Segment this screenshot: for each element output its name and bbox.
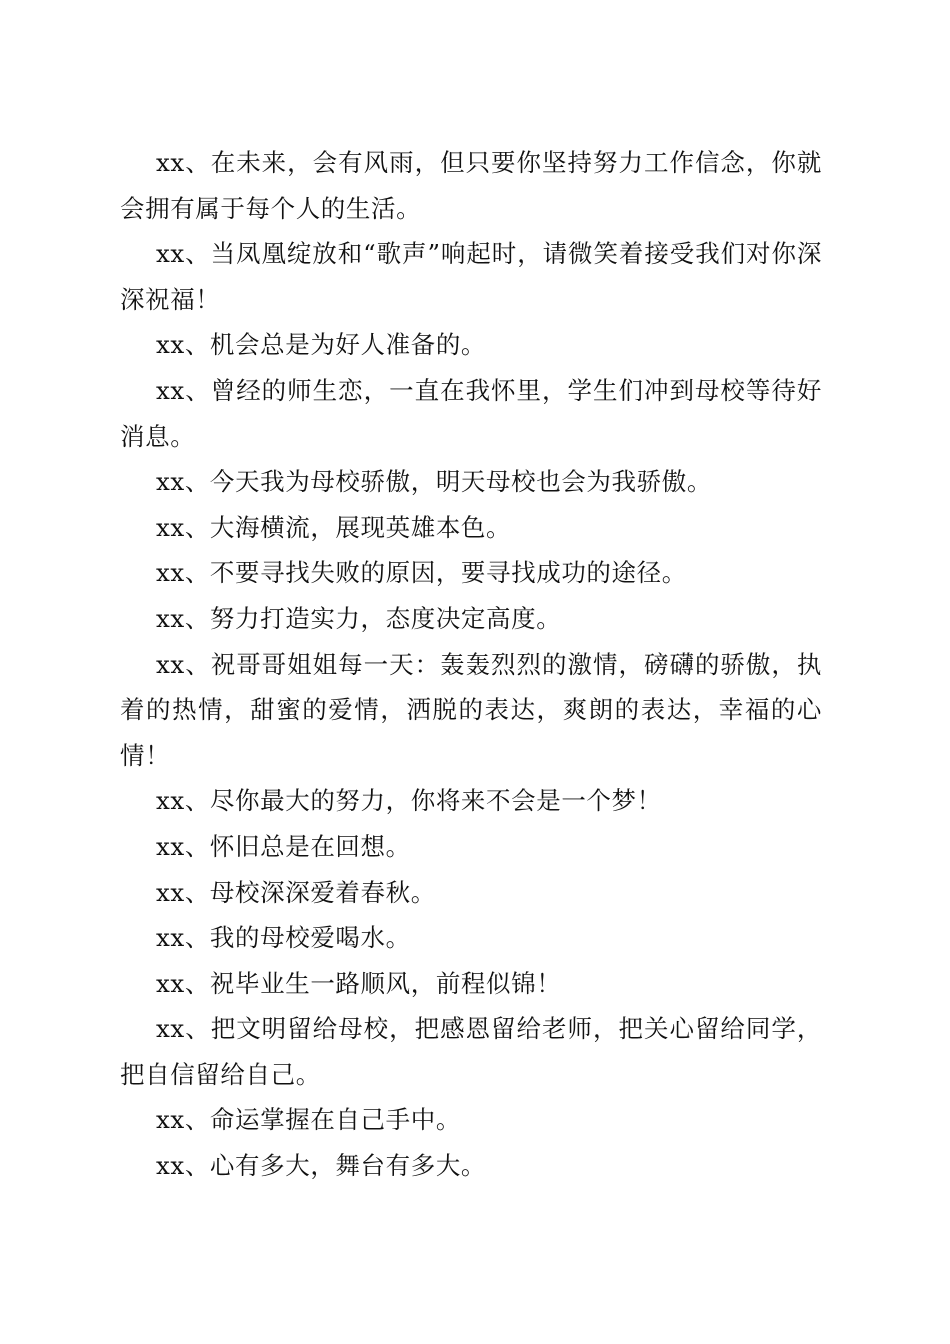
paragraph: xx、在未来，会有风雨，但只要你坚持努力工作信念，你就会拥有属于每个人的生活。 xyxy=(120,148,822,223)
paragraph: xx、大海横流，展现英雄本色。 xyxy=(156,512,512,542)
paragraph: xx、母校深深爱着春秋。 xyxy=(156,877,436,907)
paragraph: xx、怀旧总是在回想。 xyxy=(156,831,411,861)
paragraph: xx、尽你最大的努力，你将来不会是一个梦！ xyxy=(156,786,662,816)
paragraph: xx、把文明留给母校，把感恩留给老师，把关心留给同学，把自信留给自己。 xyxy=(120,1014,822,1089)
document-body xyxy=(120,140,822,1189)
paragraph: xx、祝哥哥姐姐每一天：轰轰烈烈的激情，磅礴的骄傲，执着的热情，甜蜜的爱情，洒脱的表达，爽朗的表达，幸福的心情！ xyxy=(120,649,822,770)
paragraph: xx、心有多大，舞台有多大。 xyxy=(156,1151,487,1181)
paragraph: xx、我的母校爱喝水。 xyxy=(156,923,411,953)
paragraph: xx、不要寻找失败的原因，要寻找成功的途径。 xyxy=(156,558,687,588)
paragraph: xx、曾经的师生恋，一直在我怀里，学生们冲到母校等待好消息。 xyxy=(120,375,822,451)
paragraph: xx、当凤凰绽放和“歌声”响起时，请微笑着接受我们对你深深祝福！ xyxy=(120,239,822,314)
paragraph: xx、努力打造实力，态度决定高度。 xyxy=(156,603,562,633)
paragraph: xx、今天我为母校骄傲，明天母校也会为我骄傲。 xyxy=(156,467,712,497)
paragraph: xx、机会总是为好人准备的。 xyxy=(156,330,487,360)
paragraph: xx、祝毕业生一路顺风，前程似锦！ xyxy=(156,968,562,998)
paragraph: xx、命运掌握在自己手中。 xyxy=(156,1105,461,1135)
